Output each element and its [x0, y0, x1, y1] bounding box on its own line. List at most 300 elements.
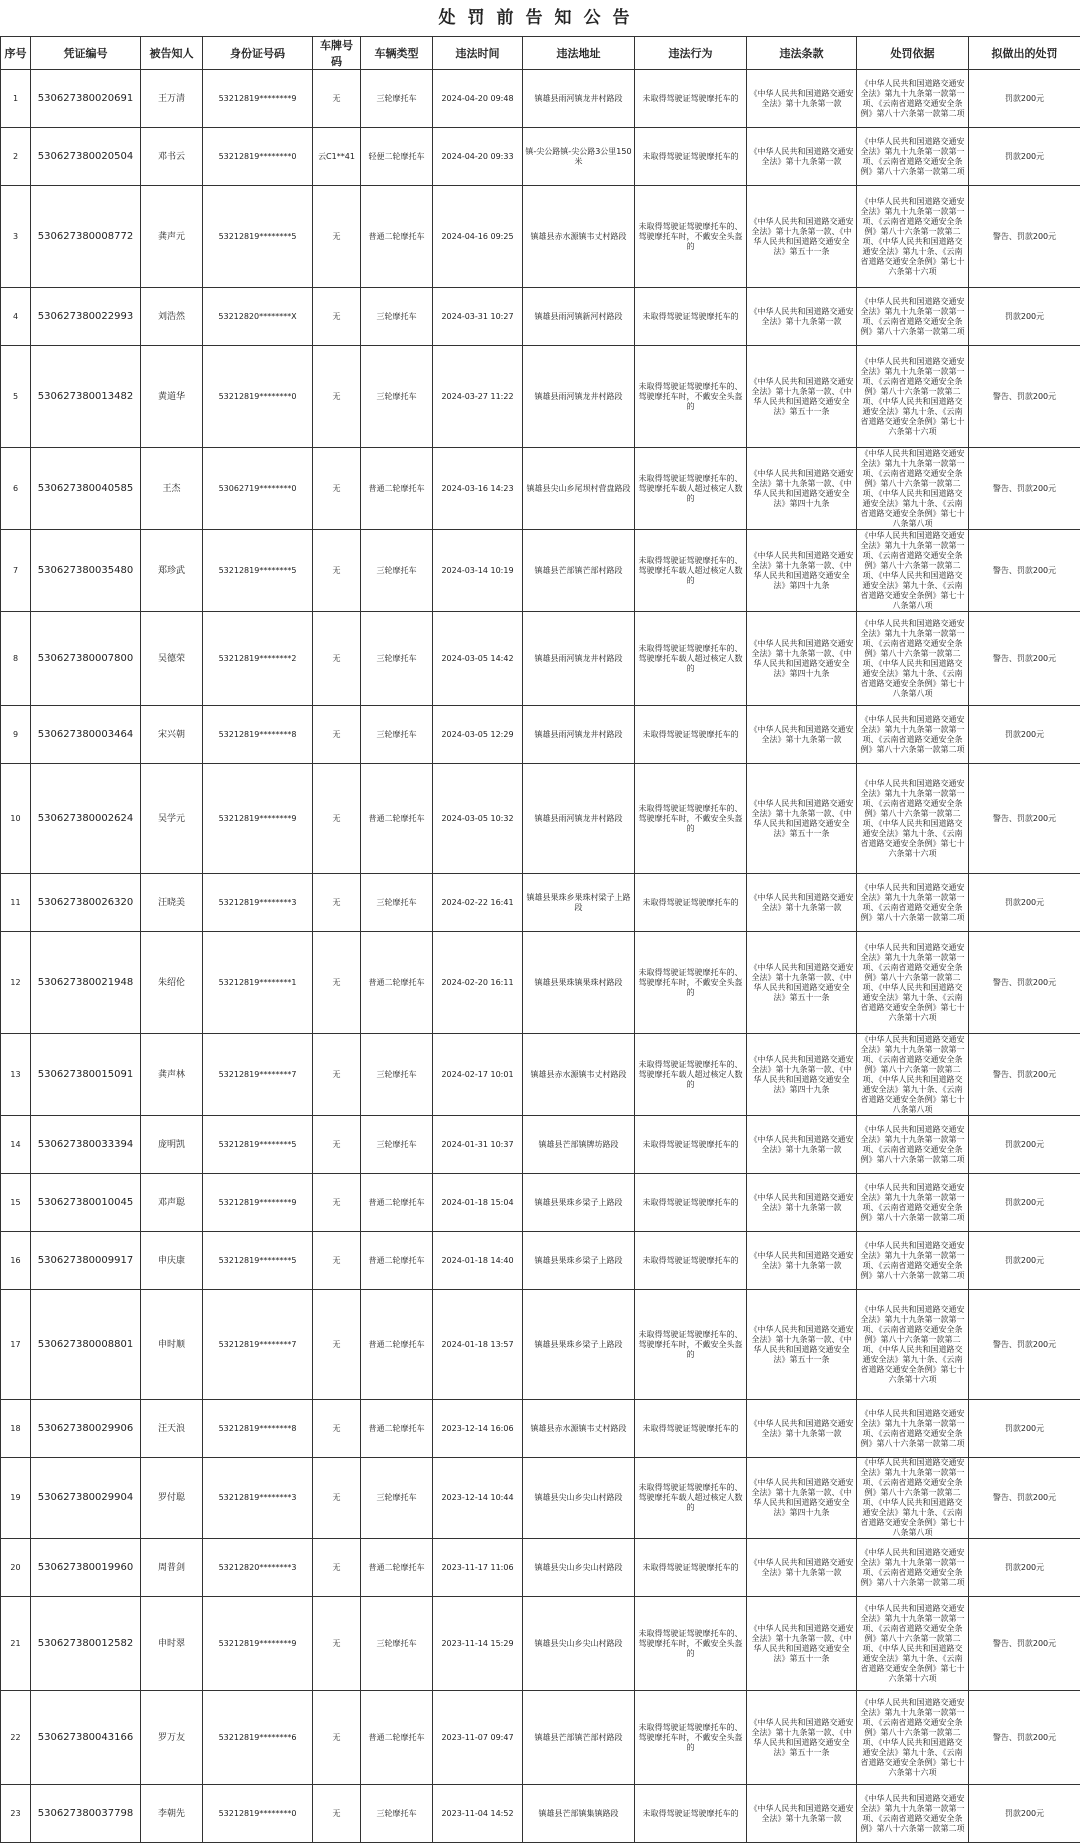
cell-time: 2024-03-05 10:32 — [433, 764, 523, 874]
cell-plate: 无 — [313, 1290, 361, 1400]
cell-time: 2024-04-16 09:25 — [433, 186, 523, 288]
cell-party: 申时顺 — [141, 1290, 203, 1400]
header-location: 违法地址 — [523, 37, 635, 70]
cell-index: 19 — [1, 1458, 31, 1539]
page-title: 处罚前告知公告 — [0, 0, 1080, 36]
cell-vehicle-type: 三轮摩托车 — [361, 612, 433, 706]
cell-plate: 无 — [313, 764, 361, 874]
cell-clause: 《中华人民共和国道路交通安全法》第十九条第一款、《中华人民共和国道路交通安全法》第五十一条 — [747, 1597, 857, 1691]
cell-vehicle-type: 三轮摩托车 — [361, 1458, 433, 1539]
cell-location: 镇雄县雨河镇新河村路段 — [523, 288, 635, 346]
cell-penalty: 警告、罚款200元 — [969, 1597, 1080, 1691]
cell-party: 周普剑 — [141, 1539, 203, 1597]
cell-penalty: 警告、罚款200元 — [969, 764, 1080, 874]
cell-index: 10 — [1, 764, 31, 874]
cell-behavior: 未取得驾驶证驾驶摩托车的 — [635, 70, 747, 128]
cell-id-number: 53212819********3 — [203, 874, 313, 932]
cell-vehicle-type: 三轮摩托车 — [361, 288, 433, 346]
cell-index: 21 — [1, 1597, 31, 1691]
cell-clause: 《中华人民共和国道路交通安全法》第十九条第一款 — [747, 1174, 857, 1232]
cell-behavior: 未取得驾驶证驾驶摩托车的 — [635, 1232, 747, 1290]
cell-location: 镇雄县雨河镇龙井村路段 — [523, 706, 635, 764]
cell-time: 2024-01-31 10:37 — [433, 1116, 523, 1174]
cell-vehicle-type: 普通二轮摩托车 — [361, 448, 433, 530]
cell-vehicle-type: 三轮摩托车 — [361, 874, 433, 932]
table-row — [1, 612, 1080, 706]
notice-table — [0, 36, 1080, 1843]
cell-vehicle-type: 普通二轮摩托车 — [361, 1232, 433, 1290]
cell-penalty: 罚款200元 — [969, 128, 1080, 186]
cell-location: 镇雄县雨河镇龙井村路段 — [523, 612, 635, 706]
cell-penalty: 警告、罚款200元 — [969, 932, 1080, 1034]
cell-plate: 无 — [313, 706, 361, 764]
cell-behavior: 未取得驾驶证驾驶摩托车的、驾驶摩托车时，不戴安全头盔的 — [635, 932, 747, 1034]
cell-time: 2024-03-05 12:29 — [433, 706, 523, 764]
table-row — [1, 1232, 1080, 1290]
cell-basis: 《中华人民共和国道路交通安全法》第九十九条第一款第一项、《云南省道路交通安全条例》第八十六条第一款第二项 — [857, 1400, 969, 1458]
cell-penalty: 罚款200元 — [969, 1232, 1080, 1290]
cell-penalty: 罚款200元 — [969, 1116, 1080, 1174]
cell-plate: 无 — [313, 288, 361, 346]
cell-voucher-no: 530627380021948 — [31, 932, 141, 1034]
cell-party: 郑珍武 — [141, 530, 203, 612]
cell-clause: 《中华人民共和国道路交通安全法》第十九条第一款、《中华人民共和国道路交通安全法》第四十九条 — [747, 448, 857, 530]
cell-voucher-no: 530627380012582 — [31, 1597, 141, 1691]
cell-id-number: 53062719********0 — [203, 448, 313, 530]
cell-penalty: 警告、罚款200元 — [969, 1290, 1080, 1400]
cell-vehicle-type: 普通二轮摩托车 — [361, 932, 433, 1034]
cell-party: 申时翠 — [141, 1597, 203, 1691]
cell-basis: 《中华人民共和国道路交通安全法》第九十九条第一款第一项、《云南省道路交通安全条例》第八十六条第一款第二项 — [857, 1539, 969, 1597]
cell-clause: 《中华人民共和国道路交通安全法》第十九条第一款 — [747, 128, 857, 186]
cell-basis: 《中华人民共和国道路交通安全法》第九十九条第一款第一项、《云南省道路交通安全条例》第八十六条第一款第二项、《中华人民共和国道路交通安全法》第九十条、《云南省道路交通安全条例》第七十八条第八项 — [857, 1458, 969, 1539]
cell-basis: 《中华人民共和国道路交通安全法》第九十九条第一款第一项、《云南省道路交通安全条例》第八十六条第一款第二项 — [857, 288, 969, 346]
cell-basis: 《中华人民共和国道路交通安全法》第九十九条第一款第一项、《云南省道路交通安全条例》第八十六条第一款第二项、《中华人民共和国道路交通安全法》第九十条、《云南省道路交通安全条例》第七十八条第八项 — [857, 448, 969, 530]
cell-plate: 无 — [313, 1785, 361, 1843]
cell-id-number: 53212819********6 — [203, 1691, 313, 1785]
cell-id-number: 53212819********0 — [203, 1785, 313, 1843]
cell-id-number: 53212820********3 — [203, 1539, 313, 1597]
cell-behavior: 未取得驾驶证驾驶摩托车的 — [635, 874, 747, 932]
cell-index: 18 — [1, 1400, 31, 1458]
table-row — [1, 1597, 1080, 1691]
cell-clause: 《中华人民共和国道路交通安全法》第十九条第一款 — [747, 70, 857, 128]
header-vehicle-type: 车辆类型 — [361, 37, 433, 70]
cell-time: 2023-11-07 09:47 — [433, 1691, 523, 1785]
cell-plate: 无 — [313, 1539, 361, 1597]
cell-location: 镇雄县果珠乡梁子上路段 — [523, 1174, 635, 1232]
cell-party: 汪晓美 — [141, 874, 203, 932]
cell-vehicle-type: 普通二轮摩托车 — [361, 1290, 433, 1400]
cell-basis: 《中华人民共和国道路交通安全法》第九十九条第一款第一项、《云南省道路交通安全条例》第八十六条第一款第二项 — [857, 1232, 969, 1290]
cell-location: 镇雄县果珠镇果珠村路段 — [523, 932, 635, 1034]
cell-basis: 《中华人民共和国道路交通安全法》第九十九条第一款第一项、《云南省道路交通安全条例》第八十六条第一款第二项 — [857, 1116, 969, 1174]
cell-time: 2024-01-18 14:40 — [433, 1232, 523, 1290]
cell-basis: 《中华人民共和国道路交通安全法》第九十九条第一款第一项、《云南省道路交通安全条例》第八十六条第一款第二项、《中华人民共和国道路交通安全法》第九十条、《云南省道路交通安全条例》第七十八条第八项 — [857, 530, 969, 612]
cell-behavior: 未取得驾驶证驾驶摩托车的、驾驶摩托车时，不戴安全头盔的 — [635, 1290, 747, 1400]
cell-vehicle-type: 普通二轮摩托车 — [361, 1691, 433, 1785]
cell-plate: 无 — [313, 1691, 361, 1785]
cell-index: 14 — [1, 1116, 31, 1174]
cell-basis: 《中华人民共和国道路交通安全法》第九十九条第一款第一项、《云南省道路交通安全条例》第八十六条第一款第二项、《中华人民共和国道路交通安全法》第九十条、《云南省道路交通安全条例》第七十六条第十六项 — [857, 186, 969, 288]
cell-behavior: 未取得驾驶证驾驶摩托车的、驾驶摩托车载人超过核定人数的 — [635, 1034, 747, 1116]
cell-id-number: 53212819********8 — [203, 706, 313, 764]
cell-vehicle-type: 三轮摩托车 — [361, 706, 433, 764]
cell-index: 4 — [1, 288, 31, 346]
cell-party: 龚声林 — [141, 1034, 203, 1116]
cell-behavior: 未取得驾驶证驾驶摩托车的、驾驶摩托车载人超过核定人数的 — [635, 448, 747, 530]
cell-voucher-no: 530627380037798 — [31, 1785, 141, 1843]
cell-id-number: 53212819********7 — [203, 1034, 313, 1116]
cell-id-number: 53212819********9 — [203, 1174, 313, 1232]
cell-behavior: 未取得驾驶证驾驶摩托车的 — [635, 128, 747, 186]
header-index: 序号 — [1, 37, 31, 70]
cell-index: 9 — [1, 706, 31, 764]
cell-time: 2024-03-14 10:19 — [433, 530, 523, 612]
cell-party: 宋兴朝 — [141, 706, 203, 764]
cell-vehicle-type: 三轮摩托车 — [361, 70, 433, 128]
cell-party: 罗万友 — [141, 1691, 203, 1785]
cell-party: 吴德荣 — [141, 612, 203, 706]
cell-voucher-no: 530627380007800 — [31, 612, 141, 706]
header-party: 被告知人 — [141, 37, 203, 70]
cell-penalty: 警告、罚款200元 — [969, 1458, 1080, 1539]
cell-index: 7 — [1, 530, 31, 612]
table-row — [1, 530, 1080, 612]
cell-location: 镇雄县赤水源镇韦丈村路段 — [523, 1034, 635, 1116]
cell-party: 邓声聪 — [141, 1174, 203, 1232]
cell-party: 申庆康 — [141, 1232, 203, 1290]
cell-clause: 《中华人民共和国道路交通安全法》第十九条第一款 — [747, 1232, 857, 1290]
cell-voucher-no: 530627380040585 — [31, 448, 141, 530]
cell-plate: 无 — [313, 1116, 361, 1174]
cell-id-number: 53212819********3 — [203, 1458, 313, 1539]
cell-time: 2024-03-27 11:22 — [433, 346, 523, 448]
cell-location: 镇雄县果珠乡梁子上路段 — [523, 1290, 635, 1400]
cell-voucher-no: 530627380029906 — [31, 1400, 141, 1458]
cell-id-number: 53212819********5 — [203, 1232, 313, 1290]
cell-plate: 无 — [313, 186, 361, 288]
cell-id-number: 53212819********1 — [203, 932, 313, 1034]
cell-index: 13 — [1, 1034, 31, 1116]
table-row — [1, 1174, 1080, 1232]
cell-penalty: 罚款200元 — [969, 706, 1080, 764]
cell-time: 2024-03-05 14:42 — [433, 612, 523, 706]
cell-location: 镇雄县尖山乡尖山村路段 — [523, 1597, 635, 1691]
cell-plate: 无 — [313, 346, 361, 448]
cell-index: 11 — [1, 874, 31, 932]
header-basis: 处罚依据 — [857, 37, 969, 70]
cell-clause: 《中华人民共和国道路交通安全法》第十九条第一款、《中华人民共和国道路交通安全法》第五十一条 — [747, 1290, 857, 1400]
table-row — [1, 1116, 1080, 1174]
cell-id-number: 53212819********7 — [203, 1290, 313, 1400]
cell-voucher-no: 530627380020691 — [31, 70, 141, 128]
cell-index: 6 — [1, 448, 31, 530]
cell-location: 镇雄县雨河镇龙井村路段 — [523, 346, 635, 448]
cell-id-number: 53212819********9 — [203, 70, 313, 128]
cell-plate: 无 — [313, 932, 361, 1034]
cell-behavior: 未取得驾驶证驾驶摩托车的、驾驶摩托车载人超过核定人数的 — [635, 1458, 747, 1539]
cell-basis: 《中华人民共和国道路交通安全法》第九十九条第一款第一项、《云南省道路交通安全条例》第八十六条第一款第二项、《中华人民共和国道路交通安全法》第九十条、《云南省道路交通安全条例》第七十六条第十六项 — [857, 932, 969, 1034]
cell-clause: 《中华人民共和国道路交通安全法》第十九条第一款、《中华人民共和国道路交通安全法》第四十九条 — [747, 1034, 857, 1116]
header-voucher-no: 凭证编号 — [31, 37, 141, 70]
cell-penalty: 罚款200元 — [969, 1539, 1080, 1597]
cell-penalty: 罚款200元 — [969, 288, 1080, 346]
cell-party: 吴学元 — [141, 764, 203, 874]
cell-penalty: 警告、罚款200元 — [969, 530, 1080, 612]
cell-party: 刘浩然 — [141, 288, 203, 346]
table-row — [1, 346, 1080, 448]
cell-clause: 《中华人民共和国道路交通安全法》第十九条第一款 — [747, 874, 857, 932]
table-row — [1, 448, 1080, 530]
cell-time: 2024-03-16 14:23 — [433, 448, 523, 530]
table-row — [1, 874, 1080, 932]
cell-voucher-no: 530627380019960 — [31, 1539, 141, 1597]
cell-voucher-no: 530627380008801 — [31, 1290, 141, 1400]
table-row — [1, 1785, 1080, 1843]
cell-basis: 《中华人民共和国道路交通安全法》第九十九条第一款第一项、《云南省道路交通安全条例》第八十六条第一款第二项、《中华人民共和国道路交通安全法》第九十条、《云南省道路交通安全条例》第七十六条第十六项 — [857, 764, 969, 874]
cell-index: 22 — [1, 1691, 31, 1785]
cell-time: 2023-12-14 16:06 — [433, 1400, 523, 1458]
cell-plate: 无 — [313, 1232, 361, 1290]
table-row — [1, 128, 1080, 186]
cell-clause: 《中华人民共和国道路交通安全法》第十九条第一款、《中华人民共和国道路交通安全法》第四十九条 — [747, 530, 857, 612]
table-row — [1, 932, 1080, 1034]
table-row — [1, 764, 1080, 874]
cell-voucher-no: 530627380026320 — [31, 874, 141, 932]
cell-voucher-no: 530627380013482 — [31, 346, 141, 448]
cell-location: 镇雄县赤水源镇韦丈村路段 — [523, 186, 635, 288]
cell-vehicle-type: 普通二轮摩托车 — [361, 764, 433, 874]
cell-penalty: 罚款200元 — [969, 1174, 1080, 1232]
cell-vehicle-type: 三轮摩托车 — [361, 1034, 433, 1116]
cell-id-number: 53212819********2 — [203, 612, 313, 706]
table-row — [1, 1458, 1080, 1539]
cell-party: 邓书云 — [141, 128, 203, 186]
cell-time: 2024-02-20 16:11 — [433, 932, 523, 1034]
table-row — [1, 706, 1080, 764]
cell-basis: 《中华人民共和国道路交通安全法》第九十九条第一款第一项、《云南省道路交通安全条例》第八十六条第一款第二项、《中华人民共和国道路交通安全法》第九十条、《云南省道路交通安全条例》第七十六条第十六项 — [857, 1691, 969, 1785]
cell-basis: 《中华人民共和国道路交通安全法》第九十九条第一款第一项、《云南省道路交通安全条例》第八十六条第一款第二项 — [857, 1174, 969, 1232]
cell-id-number: 53212819********5 — [203, 530, 313, 612]
cell-index: 2 — [1, 128, 31, 186]
cell-vehicle-type: 三轮摩托车 — [361, 346, 433, 448]
cell-party: 汪天浪 — [141, 1400, 203, 1458]
cell-voucher-no: 530627380008772 — [31, 186, 141, 288]
cell-location: 镇雄县尖山乡尖山村路段 — [523, 1539, 635, 1597]
cell-id-number: 53212819********5 — [203, 186, 313, 288]
cell-penalty: 罚款200元 — [969, 70, 1080, 128]
cell-plate: 无 — [313, 70, 361, 128]
cell-behavior: 未取得驾驶证驾驶摩托车的、驾驶摩托车时，不戴安全头盔的 — [635, 1691, 747, 1785]
cell-location: 镇雄县果珠乡梁子上路段 — [523, 1232, 635, 1290]
header-time: 违法时间 — [433, 37, 523, 70]
cell-basis: 《中华人民共和国道路交通安全法》第九十九条第一款第一项、《云南省道路交通安全条例》第八十六条第一款第二项、《中华人民共和国道路交通安全法》第九十条、《云南省道路交通安全条例》第七十八条第八项 — [857, 612, 969, 706]
cell-clause: 《中华人民共和国道路交通安全法》第十九条第一款 — [747, 1116, 857, 1174]
cell-behavior: 未取得驾驶证驾驶摩托车的 — [635, 1400, 747, 1458]
cell-plate: 无 — [313, 1458, 361, 1539]
cell-party: 王万清 — [141, 70, 203, 128]
cell-party: 罗付聪 — [141, 1458, 203, 1539]
cell-plate: 无 — [313, 1400, 361, 1458]
cell-index: 12 — [1, 932, 31, 1034]
cell-penalty: 罚款200元 — [969, 874, 1080, 932]
cell-behavior: 未取得驾驶证驾驶摩托车的、驾驶摩托车载人超过核定人数的 — [635, 530, 747, 612]
cell-location: 镇雄县尖山乡尖山村路段 — [523, 1458, 635, 1539]
cell-voucher-no: 530627380043166 — [31, 1691, 141, 1785]
cell-party: 龚声元 — [141, 186, 203, 288]
cell-basis: 《中华人民共和国道路交通安全法》第九十九条第一款第一项、《云南省道路交通安全条例》第八十六条第一款第二项、《中华人民共和国道路交通安全法》第九十条、《云南省道路交通安全条例》第七十八条第八项 — [857, 1034, 969, 1116]
cell-location: 镇雄县芒部镇牌坊路段 — [523, 1116, 635, 1174]
table-row — [1, 288, 1080, 346]
cell-time: 2024-01-18 15:04 — [433, 1174, 523, 1232]
cell-clause: 《中华人民共和国道路交通安全法》第十九条第一款、《中华人民共和国道路交通安全法》第五十一条 — [747, 186, 857, 288]
cell-clause: 《中华人民共和国道路交通安全法》第十九条第一款 — [747, 1785, 857, 1843]
cell-behavior: 未取得驾驶证驾驶摩托车的、驾驶摩托车时，不戴安全头盔的 — [635, 346, 747, 448]
cell-vehicle-type: 普通二轮摩托车 — [361, 1174, 433, 1232]
cell-index: 17 — [1, 1290, 31, 1400]
cell-vehicle-type: 普通二轮摩托车 — [361, 1400, 433, 1458]
cell-basis: 《中华人民共和国道路交通安全法》第九十九条第一款第一项、《云南省道路交通安全条例》第八十六条第一款第二项 — [857, 874, 969, 932]
cell-party: 庞明凯 — [141, 1116, 203, 1174]
cell-basis: 《中华人民共和国道路交通安全法》第九十九条第一款第一项、《云南省道路交通安全条例》第八十六条第一款第二项、《中华人民共和国道路交通安全法》第九十条、《云南省道路交通安全条例》第七十六条第十六项 — [857, 1290, 969, 1400]
cell-location: 镇雄县芒部镇集镇路段 — [523, 1785, 635, 1843]
cell-plate: 无 — [313, 612, 361, 706]
cell-clause: 《中华人民共和国道路交通安全法》第十九条第一款、《中华人民共和国道路交通安全法》第四十九条 — [747, 612, 857, 706]
cell-vehicle-type: 普通二轮摩托车 — [361, 186, 433, 288]
cell-clause: 《中华人民共和国道路交通安全法》第十九条第一款 — [747, 1400, 857, 1458]
cell-voucher-no: 530627380033394 — [31, 1116, 141, 1174]
cell-index: 8 — [1, 612, 31, 706]
table-row — [1, 70, 1080, 128]
cell-vehicle-type: 三轮摩托车 — [361, 530, 433, 612]
cell-time: 2023-11-14 15:29 — [433, 1597, 523, 1691]
cell-clause: 《中华人民共和国道路交通安全法》第十九条第一款、《中华人民共和国道路交通安全法》第五十一条 — [747, 346, 857, 448]
cell-voucher-no: 530627380010045 — [31, 1174, 141, 1232]
cell-vehicle-type: 三轮摩托车 — [361, 1785, 433, 1843]
cell-id-number: 53212819********0 — [203, 128, 313, 186]
cell-location: 镇雄县芒部镇芒部村路段 — [523, 530, 635, 612]
header-id-number: 身份证号码 — [203, 37, 313, 70]
cell-clause: 《中华人民共和国道路交通安全法》第十九条第一款、《中华人民共和国道路交通安全法》第五十一条 — [747, 932, 857, 1034]
cell-basis: 《中华人民共和国道路交通安全法》第九十九条第一款第一项、《云南省道路交通安全条例》第八十六条第一款第二项 — [857, 128, 969, 186]
cell-id-number: 53212819********0 — [203, 346, 313, 448]
cell-clause: 《中华人民共和国道路交通安全法》第十九条第一款、《中华人民共和国道路交通安全法》第五十一条 — [747, 1691, 857, 1785]
cell-vehicle-type: 普通二轮摩托车 — [361, 1539, 433, 1597]
cell-penalty: 罚款200元 — [969, 1400, 1080, 1458]
cell-voucher-no: 530627380003464 — [31, 706, 141, 764]
cell-location: 镇-尖公路镇-尖公路3公里150米 — [523, 128, 635, 186]
cell-basis: 《中华人民共和国道路交通安全法》第九十九条第一款第一项、《云南省道路交通安全条例》第八十六条第一款第二项 — [857, 70, 969, 128]
cell-party: 朱绍伦 — [141, 932, 203, 1034]
cell-behavior: 未取得驾驶证驾驶摩托车的 — [635, 1174, 747, 1232]
cell-party: 王杰 — [141, 448, 203, 530]
cell-behavior: 未取得驾驶证驾驶摩托车的、驾驶摩托车时，不戴安全头盔的 — [635, 186, 747, 288]
cell-basis: 《中华人民共和国道路交通安全法》第九十九条第一款第一项、《云南省道路交通安全条例》第八十六条第一款第二项、《中华人民共和国道路交通安全法》第九十条、《云南省道路交通安全条例》第七十六条第十六项 — [857, 1597, 969, 1691]
cell-voucher-no: 530627380035480 — [31, 530, 141, 612]
cell-party: 李朝先 — [141, 1785, 203, 1843]
cell-clause: 《中华人民共和国道路交通安全法》第十九条第一款、《中华人民共和国道路交通安全法》第五十一条 — [747, 764, 857, 874]
table-row — [1, 1539, 1080, 1597]
table-row — [1, 1290, 1080, 1400]
cell-location: 镇雄县雨河镇龙井村路段 — [523, 70, 635, 128]
cell-plate: 云C1**41 — [313, 128, 361, 186]
cell-clause: 《中华人民共和国道路交通安全法》第十九条第一款 — [747, 706, 857, 764]
cell-location: 镇雄县尖山乡尾坝村营盘路段 — [523, 448, 635, 530]
cell-vehicle-type: 三轮摩托车 — [361, 1116, 433, 1174]
header-behavior: 违法行为 — [635, 37, 747, 70]
cell-id-number: 53212819********5 — [203, 1116, 313, 1174]
cell-location: 镇雄县芒部镇芒部村路段 — [523, 1691, 635, 1785]
table-row — [1, 1691, 1080, 1785]
cell-id-number: 53212820********X — [203, 288, 313, 346]
cell-penalty: 警告、罚款200元 — [969, 346, 1080, 448]
cell-voucher-no: 530627380002624 — [31, 764, 141, 874]
cell-clause: 《中华人民共和国道路交通安全法》第十九条第一款 — [747, 288, 857, 346]
header-clause: 违法条款 — [747, 37, 857, 70]
cell-time: 2024-02-22 16:41 — [433, 874, 523, 932]
cell-time: 2024-03-31 10:27 — [433, 288, 523, 346]
cell-behavior: 未取得驾驶证驾驶摩托车的、驾驶摩托车时，不戴安全头盔的 — [635, 764, 747, 874]
cell-location: 镇雄县赤水源镇韦丈村路段 — [523, 1400, 635, 1458]
cell-index: 3 — [1, 186, 31, 288]
cell-index: 5 — [1, 346, 31, 448]
cell-time: 2024-04-20 09:33 — [433, 128, 523, 186]
cell-vehicle-type: 三轮摩托车 — [361, 1597, 433, 1691]
cell-plate: 无 — [313, 1597, 361, 1691]
cell-penalty: 警告、罚款200元 — [969, 186, 1080, 288]
cell-clause: 《中华人民共和国道路交通安全法》第十九条第一款、《中华人民共和国道路交通安全法》第四十九条 — [747, 1458, 857, 1539]
cell-basis: 《中华人民共和国道路交通安全法》第九十九条第一款第一项、《云南省道路交通安全条例》第八十六条第一款第二项 — [857, 1785, 969, 1843]
cell-behavior: 未取得驾驶证驾驶摩托车的 — [635, 1539, 747, 1597]
cell-penalty: 警告、罚款200元 — [969, 1034, 1080, 1116]
cell-vehicle-type: 轻便二轮摩托车 — [361, 128, 433, 186]
cell-behavior: 未取得驾驶证驾驶摩托车的 — [635, 1116, 747, 1174]
cell-voucher-no: 530627380009917 — [31, 1232, 141, 1290]
cell-location: 镇雄县雨河镇龙井村路段 — [523, 764, 635, 874]
cell-time: 2024-02-17 10:01 — [433, 1034, 523, 1116]
cell-plate: 无 — [313, 874, 361, 932]
header-penalty: 拟做出的处罚 — [969, 37, 1080, 70]
cell-behavior: 未取得驾驶证驾驶摩托车的 — [635, 288, 747, 346]
header-plate: 车牌号码 — [313, 37, 361, 70]
cell-party: 黄道华 — [141, 346, 203, 448]
cell-penalty: 罚款200元 — [969, 1785, 1080, 1843]
cell-voucher-no: 530627380022993 — [31, 288, 141, 346]
cell-voucher-no: 530627380015091 — [31, 1034, 141, 1116]
cell-penalty: 警告、罚款200元 — [969, 448, 1080, 530]
cell-index: 15 — [1, 1174, 31, 1232]
cell-time: 2023-12-14 10:44 — [433, 1458, 523, 1539]
cell-basis: 《中华人民共和国道路交通安全法》第九十九条第一款第一项、《云南省道路交通安全条例》第八十六条第一款第二项、《中华人民共和国道路交通安全法》第九十条、《云南省道路交通安全条例》第七十六条第十六项 — [857, 346, 969, 448]
cell-id-number: 53212819********9 — [203, 764, 313, 874]
cell-time: 2024-01-18 13:57 — [433, 1290, 523, 1400]
cell-voucher-no: 530627380020504 — [31, 128, 141, 186]
cell-behavior: 未取得驾驶证驾驶摩托车的 — [635, 706, 747, 764]
table-header-row — [1, 37, 1080, 70]
table-row — [1, 1400, 1080, 1458]
cell-basis: 《中华人民共和国道路交通安全法》第九十九条第一款第一项、《云南省道路交通安全条例》第八十六条第一款第二项 — [857, 706, 969, 764]
cell-plate: 无 — [313, 1034, 361, 1116]
cell-plate: 无 — [313, 530, 361, 612]
cell-id-number: 53212819********8 — [203, 1400, 313, 1458]
cell-behavior: 未取得驾驶证驾驶摩托车的、驾驶摩托车载人超过核定人数的 — [635, 612, 747, 706]
cell-index: 1 — [1, 70, 31, 128]
cell-penalty: 警告、罚款200元 — [969, 1691, 1080, 1785]
cell-penalty: 警告、罚款200元 — [969, 612, 1080, 706]
table-row — [1, 1034, 1080, 1116]
table-row — [1, 186, 1080, 288]
